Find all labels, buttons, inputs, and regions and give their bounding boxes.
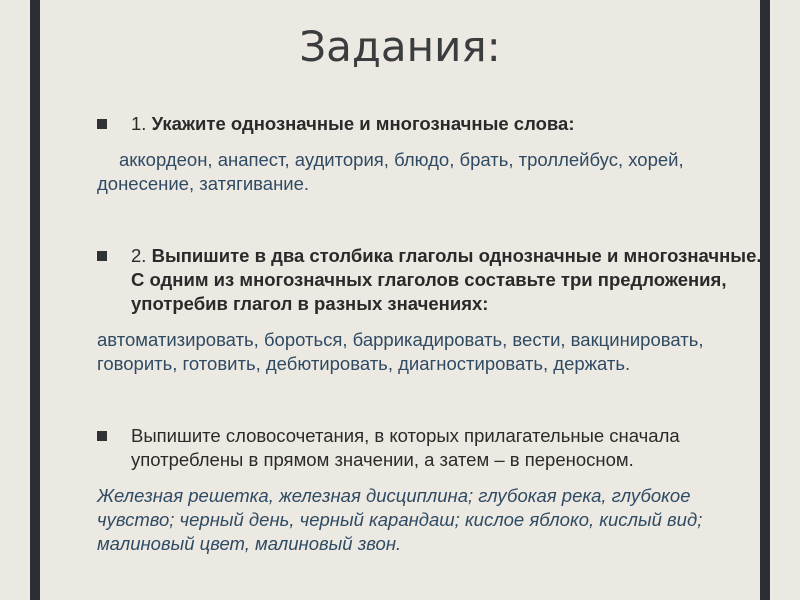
task-2-text xyxy=(131,244,762,316)
left-decor-bar xyxy=(30,0,40,600)
square-bullet-icon xyxy=(97,251,107,261)
task-1-text xyxy=(131,112,762,136)
task-2-word-list: автоматизировать, бороться, баррикадировать, вести, вакцинировать, говорить, готовить, дебютировать, диагностировать, держать. xyxy=(97,329,704,374)
task-1-instruction: Укажите однозначные и многозначные слова: xyxy=(151,113,575,134)
task-3-word-list: Железная решетка, железная дисциплина; глубокая река, глубокое чувство; черный день, черный карандаш; кислое яблоко, кислый вид; малиновый цвет, малиновый звон. xyxy=(97,485,703,554)
task-3-instruction: Выпишите словосочетания, в которых прилагательные сначала употреблены в прямом значении, а затем – в переносном. xyxy=(131,425,680,470)
task-2 xyxy=(97,244,762,316)
slide-title: Задания: xyxy=(299,22,501,71)
slide-content xyxy=(97,112,762,556)
square-bullet-icon xyxy=(97,431,107,441)
task-1-number: 1. xyxy=(131,113,147,134)
square-bullet-icon xyxy=(97,119,107,129)
task-1 xyxy=(97,112,762,136)
task-2-number: 2. xyxy=(131,245,147,266)
task-3 xyxy=(97,424,762,472)
task-2-instruction: Выпишите в два столбика глаголы однозначные и многозначные. С одним из многозначных глаголов составьте три предложения, употребив глагол в разных значениях: xyxy=(131,245,762,314)
task-1-word-list: аккордеон, анапест, аудитория, блюдо, брать, троллейбус, хорей, донесение, затягивание. xyxy=(97,149,684,194)
